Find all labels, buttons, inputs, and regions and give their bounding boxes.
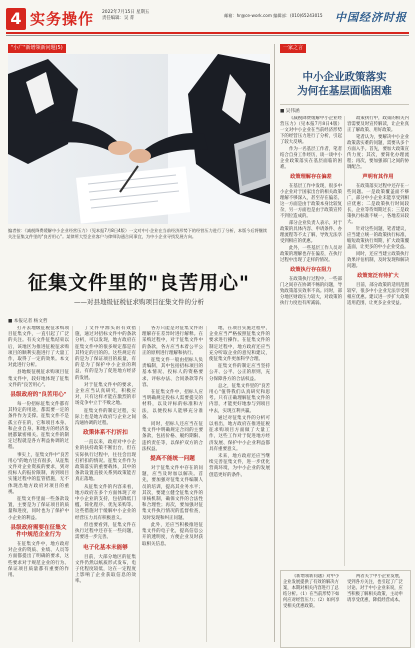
opinion-column-1 [280,116,342,566]
opinion-article [280,44,409,644]
opinion-footnote-box [280,570,411,648]
paragraph: 了文件中源头的有效措施，通过对招标文件中的条款分析，可以发现，地方政府在征集文件中的很多规定都是有其特定的目的的。这些规定有的是为了保证项目的质量，有的是为了保护中小企业的利益，有的是为了促进地方经济的发展。 [75,326,136,381]
paragraph: 未来，地方政府还应当继续完善征集文件，进一步优化营商环境，为中小企业的发展创造更好的条件。 [209,454,270,478]
article-subheadline: ——对县地级征税征求购项目征集文件的分析 [74,298,204,306]
article-byline: ■ 本报记者 杨文哲 [8,319,48,324]
masthead [6,6,409,40]
section-title: 实务操作 [30,10,95,28]
paragraph: 在基层工作中发现，很多中小企业对于国家出台的相关政策理解不够深入，甚至存在偏差。这一方面是由于政策本身比较复杂，另一方面也是由于政策宣传不到位造成的。 [280,184,342,219]
article-photo [8,54,270,224]
paragraph: 目前，大部分地区的征集文件仍然以纸质形式发布，电子化程度较低，这在一定程度上影响了企业获取信息的效率。 [75,554,136,585]
footnote-left [283,574,343,640]
paragraph: 打开去地级征税征求购项目征集文件，一直引起了广泛的关注。有关文件征集结束以后，该地区为推进征税征求购项目的顺利实施进行了大量工作，取得了一定的效果。本文对此进行分析。 [8,326,69,369]
paragraph: 此外，一些基层工作人员对政策的理解也存在偏差，在执行过程中出现了走样的情况。 [280,246,342,263]
column-divider [72,326,73,642]
subsection-heading: 政策理解存在偏差 [290,174,332,180]
paragraph: 总之，征集文件里的"良苦用心"值得我们认真研究和思考。只有正确理解征集文件的内容，才能更好地参与到项目中去，实现互利共赢。 [209,383,270,414]
subsection-heading: 声明有其作用 [362,174,394,180]
paragraph: 在政策执行过程中，一些部门之间存在协调不畅的问题，导致政策落实效率不高。同时，部分地区财政压力较大，对政策的执行力度也有所减弱。 [280,277,342,306]
paragraph: 各方只能是对征集文件的理解存在差异时进行解释。在采购过程中，对于征集文件中的条款，各方应当本着公平公正的原则进行理解和执行。 [142,326,203,356]
paragraph: 县地级征税征求购项目征集文件中，较好地体现了征集文件的"良苦用心"。 [8,370,69,388]
paragraph: 地，在项目实施过程中，企业应当严格按照征集文件的要求进行操作。在征集文件的制定过程中，地方政府还应当充分听取企业的意见和建议，使征集文件更加科学合理。 [209,326,270,363]
subsection-heading: 县级政府需要在征集文件中规范企业行为 [10,524,67,538]
paragraph: 《减税降费缓解中小企业经营压力》（见本报7月8日4版）一文对中小企业在当前经济形势下的经营压力进行了分析，引起了较大反响。 [280,116,342,145]
opinion-headline [280,70,409,98]
paragraph: 在征集文件中，地方政府对企业的资质、业绩、人员等方面都提出了明确的要求，这些要求对于规范企业的行为、保证项目质量都有重要的作用。 [8,541,69,578]
page-column-rule [274,44,275,642]
paragraph: 一直以来，政府对中小企业的扶持政策不断出台，但在实际执行过程中，往往会出现打折扣的情况。征集文件作为政策落实的重要载体，其中的条款设置直接关系到政策能否真正落地。 [75,440,136,483]
issue-date-line1: 2022年7月15日 星期五 [102,10,150,15]
paragraph: 此外，还应当积极推进征集文件的电子化，提高信息公开的透明度，方便企业及时获取相关信息。 [142,522,203,547]
article-column-2 [75,326,136,642]
paragraph: 在政策落实过程中还存在一些问题。一是政策覆盖面不够广，部分中小企业未能享受到相应优惠；二是政策执行时间较长，企业等待周期过长；三是政策执行标准不统一，各地差异较大。 [347,184,409,225]
photo-caption: 编者按：《减税降费缓解中小企业经营压力》（见本报7月8日4版）一文对中小企业在当前经济形势下的经营压力进行了分析，本版今后将继续关注征集文件里的"良苦用心"。某律所大型企业客户与律师沟通合同事宜，为中小企业寻找发展方向。 [8,228,268,239]
opinion-headline-line1: 中小企业政策落实 [302,71,387,83]
page-number-badge: 4 [6,8,26,30]
opinion-byline: ■ 吴伟涵 [280,109,300,114]
issue-editor-line: 责任编辑：吴 菁 [102,16,135,21]
paragraph: 针对这些问题，笔者建议，应当建立统一的政策执行标准，缩短政策执行周期，扩大政策覆盖面，让更多的中小企业受益。 [347,227,409,250]
opinion-rule [280,104,409,105]
article-column-3 [142,326,203,642]
article-headline: 征集文件里的"良苦用心" [28,272,250,294]
footnote-right [347,574,407,640]
opinion-column-2 [347,116,409,566]
article-kicker: "小广"新增领新问题(5) [8,44,66,53]
issue-date [102,10,149,22]
opinion-columns [280,116,409,566]
paragraph: 两者关于中小企业发展，受到各方关注，也引起了广泛讨论。对于中小企业来说，应当积极了解相关政策，主动申请享受优惠，降低经营成本。 [347,574,404,603]
paragraph: 征集文件的制定应当坚持公开、公平、公正的原则，充分保障各方的合法权益。 [209,364,270,382]
opinion-tag: 一家之言 [280,44,306,53]
column-divider [206,326,207,642]
paragraph: 对于征集文件中的要求，企业应当认真研究，积极应对，只有这样才能在激烈的市场竞争中立于不败之地。 [75,382,136,407]
opinion-headline-line2: 为何在基层面临困难 [297,85,392,97]
main-article [8,44,270,644]
paragraph: 每一份招标征集文件都有其特定的用途，都需要一定的条件作为支撑。征集文件不是孤立存在的，它和项目本身、和企业自身、和地方的经济发展都紧密相关。征集文件的制定过程就是各方利益协调的过程。 [8,402,69,451]
masthead-rule-thin [6,35,409,36]
paragraph: 通过对征集文件的分析可以看出，地方政府在推进征税征求购项目方面做了大量工作，这些工作对于促进地方经济发展、保护中小企业利益都具有重要意义。 [209,415,270,452]
paragraph: 事实上，征集文件中"良苦用心"的地方还有很多，从征集文件对企业资质的要求，到对投标人的报价限制，再到项目实施过程中的监管措施，无不体现出地方政府对项目的重视。 [8,452,69,495]
paragraph: 从征集文件的内容来看，地方政府在多个方面体现了对中小企业的支持，包括降低门槛、简化程序、优先采购等。这些措施对于缓解中小企业的经营压力具有积极意义。 [75,484,136,521]
paragraph: 同时，还应当建立政策执行效果评估机制，及时发现和解决问题。 [347,252,409,269]
paragraph: 《新增领新问题》对中小企业发展提供了有效的解决方案，本期对相关内容进行了总结分析。（1）在当前形势下如何应对经营压力；（2）如何享受相关优惠政策。 [283,574,340,609]
paper-logo: 中国经济时报 [335,11,407,24]
article-column-4 [209,326,270,642]
article-columns [8,326,270,642]
paragraph: 征集文件的制定过程，实际上也是地方政府与企业之间沟通协调的过程。 [75,408,136,427]
masthead-rule [6,32,409,34]
paragraph: 征集文件里面一些条款设置，主要是为了保证项目的质量和进度，同时也为了保护中小企业的利益。 [8,497,69,521]
paragraph: 作为一名基层工作者，笔者结合自身工作经历，谈一谈中小企业政策落实在基层面临的困难。 [280,147,342,170]
paragraph: 征集文件一般由招标人负责编制，其中包括招标项目的基本情况、投标人的资格要求、评标办法、合同条款等内容。 [142,358,203,388]
column-divider [139,326,140,642]
subsection-heading: 县级政府的"良苦用心" [10,392,67,399]
business-meeting-photo-illustration [8,54,270,224]
paragraph: 笔者认为，要解决中小企业政策落实难的问题，需要从多个方面入手。首先，要加大政策宣传力度；其次，要简化办理流程；再次，要加强部门之间的协调配合。 [347,135,409,170]
subsection-heading: 提高不能统一问题 [150,456,195,463]
paragraph: 部分企业负责人表示，对于政策的具体内容、申请条件、办理流程等不太了解，导致无法享受到相应的优惠。 [280,221,342,244]
paragraph: 对于征集文件中存在的问题，应当及时加以解决。首先，要加强对征集文件编制人员的培训，提高其业务水平；其次，要建立健全征集文件的审核机制，确保文件的合法性和合理性；再次，要加强对征集文件执行情况的监督检查，及时发现和纠正问题。 [142,466,203,521]
subsection-heading: 政策宽泛有待扩大 [357,273,399,279]
subsection-heading: 政策体系不打折扣 [83,430,128,437]
article-column-1 [8,326,69,642]
paragraph: 目前，部分政策的适用范围较窄，很多中小企业无法享受到相应优惠。建议进一步扩大政策适用范围，让更多企业受益。 [347,283,409,306]
paragraph: 政策执行中，政策的相关内容需要及时宣传解读，让企业真正了解政策、用好政策。 [347,116,409,133]
paragraph: 但也要看到，征集文件在执行过程中还存在一些问题，需要进一步完善。 [75,522,136,541]
paragraph: 同时，招标人还应当在征集文件中明确规定合同的主要条款，包括价格、履约期限、违约责任等，以保护双方的合法权益。 [142,422,203,452]
paragraph: 在征集文件中，招标人应当明确规定投标人需要提交的材料，以及评标的标准和方法，以便投标人能够充分准备。 [142,390,203,420]
subsection-heading: 电子化基本未能够 [83,544,128,551]
contact-line: 邮箱：hr@ce-work.com 编辑部：(010)65243015 [224,13,323,18]
column-divider [344,116,345,566]
subsection-heading: 政策执行存在阻力 [290,267,332,273]
